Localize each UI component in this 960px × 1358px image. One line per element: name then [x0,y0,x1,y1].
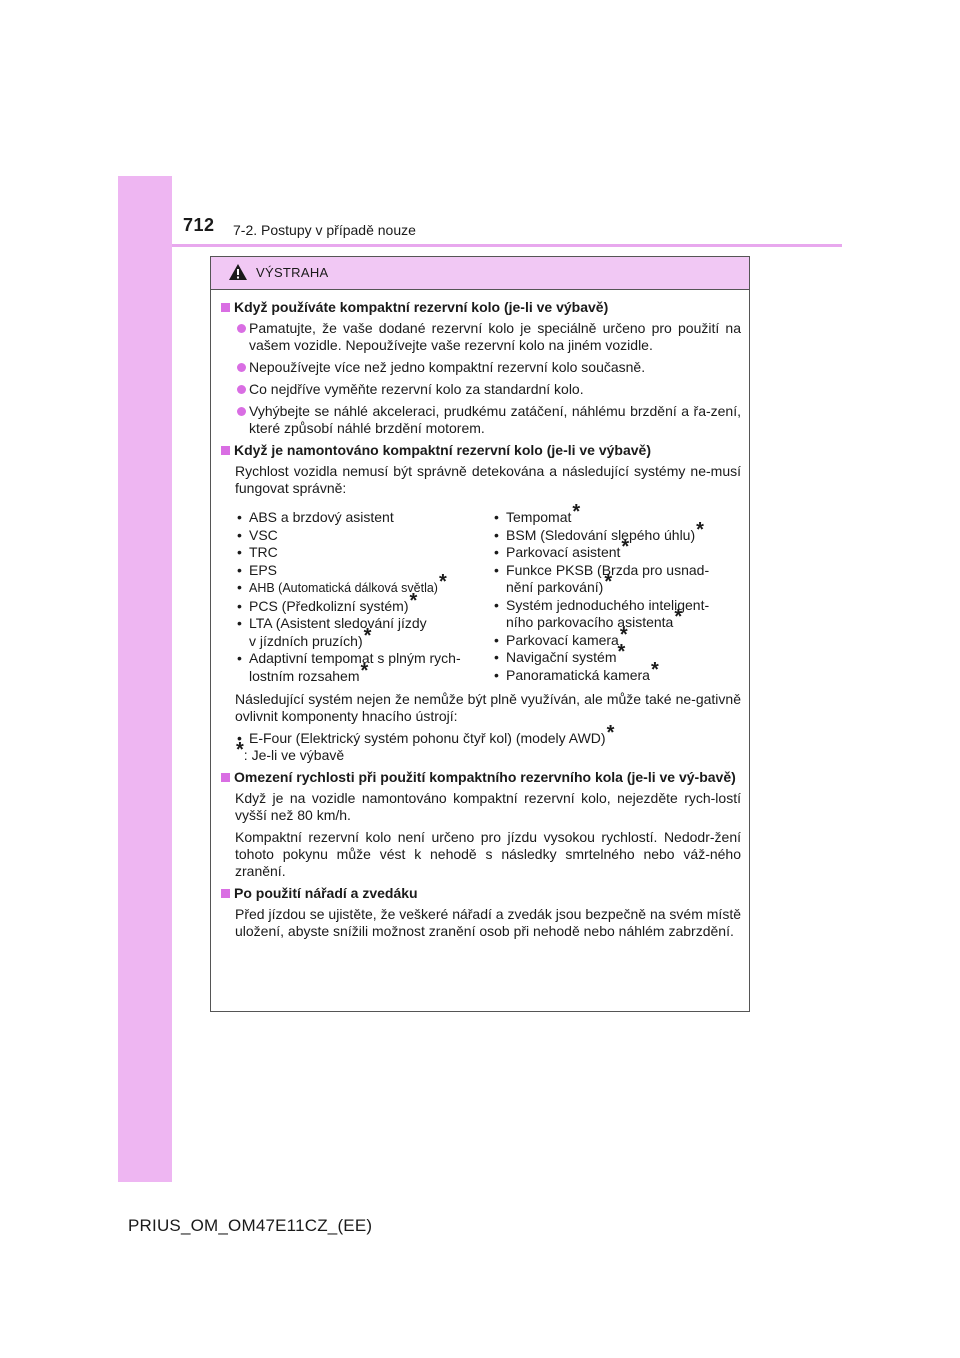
section-heading-speed-limit: Omezení rychlosti při použití kompaktního rezervního kola (je-li ve vý-bavě) [219,769,741,786]
round-bullet-icon [237,324,246,333]
bullet-item: Vyhýbejte se náhlé akceleraci, prudkému zatáčení, náhlému brzdění a řa-zení, které způsobí náhlé brzdění motorem. [219,403,741,437]
list-item: • E-Four (Elektrický systém pohonu čtyř kol) (modely AWD)* [219,730,741,747]
warning-header [211,257,749,290]
list-item: • VSC [235,527,482,545]
list-item: • Panoramatická kamera* [492,667,741,685]
square-bullet-icon [221,773,230,782]
square-bullet-icon [221,446,230,455]
systems-list-left [235,509,482,685]
header-rule [172,244,842,247]
warning-triangle-icon [228,263,248,281]
document-code: PRIUS_OM_OM47E11CZ_(EE) [128,1216,373,1235]
square-bullet-icon [221,889,230,898]
list-item: • ABS a brzdový asistent [235,509,482,527]
paragraph: Když je na vozidle namontováno kompaktní rezervní kolo, nejezděte rych-lostí vyšší než 80 km/h. [235,790,741,823]
list-item: • Adaptivní tempomat s plným rych- lostním rozsahem* [235,650,482,685]
list-item: • TRC [235,544,482,562]
warning-content [211,290,749,940]
bullet-item: Pamatujte, že vaše dodané rezervní kolo je speciálně určeno pro použití na vašem vozidle. Nepoužívejte vaše rezervní kolo na jiném vozidle. [219,320,741,354]
list-item: • EPS [235,562,482,580]
paragraph: Před jízdou se ujistěte, že veškeré nářadí a zvedák jsou bezpečně na svém místě uložení, abyste snížili možnost zranění osob při nehodě nebo náhlém zabrzdění. [235,906,741,939]
bullet-item: Co nejdříve vyměňte rezervní kolo za standardní kolo. [219,381,741,398]
section-title: 7-2. Postupy v případě nouze [233,222,416,238]
paragraph: Kompaktní rezervní kolo není určeno pro jízdu vysokou rychlostí. Nedodr-žení tohoto pokynu může vést k nehodě s následky smrtelného nebo váž-ného zranění. [235,829,741,879]
paragraph: Rychlost vozidla nemusí být správně detekována a následující systémy ne-musí fungovat správně: [235,463,741,496]
list-item: • AHB (Automatická dálková světla)* [235,579,482,598]
square-bullet-icon [221,303,230,312]
list-item: • Parkovací asistent* [492,544,741,562]
paragraph: Následující systém nejen že nemůže být plně využíván, ale může také ne-gativně ovlivnit komponenty hnacího ústrojí: [235,691,741,724]
list-item: • BSM (Sledování slepého úhlu)* [492,527,741,545]
page-number: 712 [183,215,215,235]
list-item: • PCS (Předkolizní systém)* [235,598,482,616]
footnote: *: Je-li ve výbavě [236,739,345,763]
warning-title: VÝSTRAHA [256,265,329,280]
list-item: • LTA (Asistent sledování jízdy v jízdních pruzích)* [235,615,482,650]
warning-box [210,256,750,1012]
section-heading-after-tools: Po použití nářadí a zvedáku [219,885,741,902]
list-item: • Parkovací kamera* [492,632,741,650]
list-item: • Systém jednoduchého inteligent- ního parkovacího asistenta* [492,597,741,632]
list-item: • Tempomat* [492,509,741,527]
section-heading-spare-wheel-use: Když používáte kompaktní rezervní kolo (je-li ve výbavě) [219,299,741,316]
section-heading-spare-wheel-mounted: Když je namontováno kompaktní rezervní kolo (je-li ve výbavě) [219,442,741,459]
round-bullet-icon [237,363,246,372]
list-item: • Funkce PKSB (Brzda pro usnad- nění parkování)* [492,562,741,597]
systems-list [219,501,741,685]
systems-list-right [492,501,741,685]
bullet-item: Nepoužívejte více než jedno kompaktní rezervní kolo současně. [219,359,741,376]
round-bullet-icon [237,407,246,416]
round-bullet-icon [237,385,246,394]
list-item: • Navigační systém* [492,649,741,667]
side-tab-bar [118,176,172,1182]
